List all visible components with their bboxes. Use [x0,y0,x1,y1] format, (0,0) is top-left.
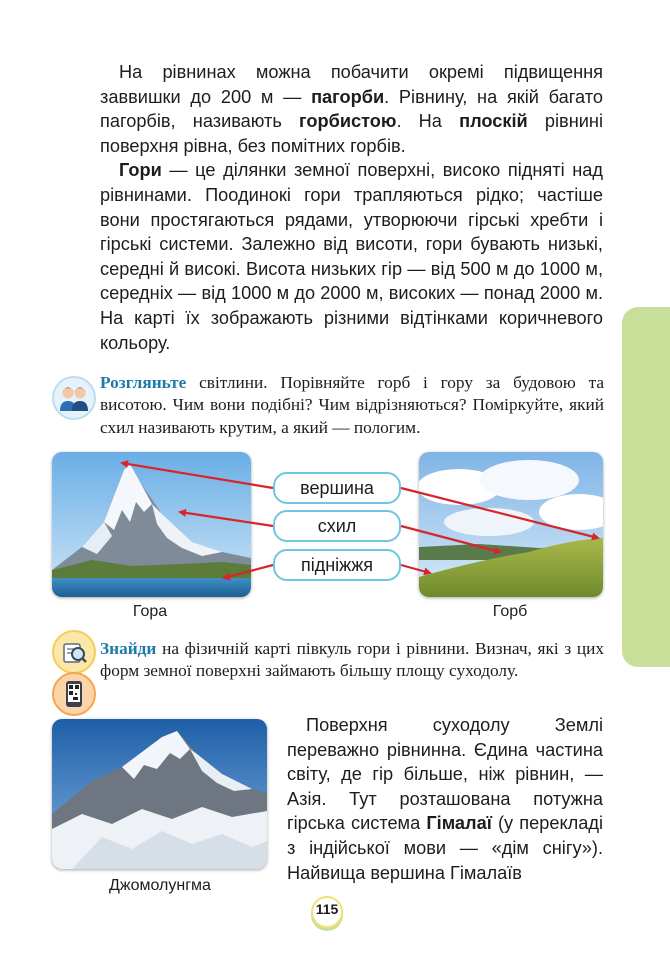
page-number-badge [307,893,347,933]
arrow-foot-mountain [224,565,273,578]
paragraph-plains: На рівнинах можна побачити окремі підвищення заввишки до 200 м — пагорби. Рівнину, на якій багато пагорбів, називають горбистою. На плоскій рівнині поверхня рівна, без помітних горбів. Гори — це ділянки земної поверхні, високо підняті над рівнинами. Поодинокі гори трапляються рідко; частіше вони простягаються рядами, утворюючи гірські хребти і гірські системи. Залежно від висоти, гори бувають низькі, середні й високі. Висота низьких гір — від 500 м до 1000 м, середніх — від 1000 м до 2000 м, високих — понад 2000 м. На карті їх зображають різними відтінками коричневого кольору. [100,60,603,355]
arrow-top-mountain [122,463,273,488]
paragraph-asia: Поверхня суходолу Землі переважно рівнинна. Єдина частина світу, де гір більше, ніж рівнин, — Азія. Тут розташована потужна гірська система Гімалаї (у перекладі з індійської мови — «дім снігу»). Найвища вершина Гімалаїв [287,715,603,883]
arrow-top-hill [401,488,598,538]
qr-phone-icon [52,672,96,716]
caption-hill: Горб [492,603,528,620]
arrow-slope-hill [401,526,500,552]
label-foot: підніжжя [273,549,401,581]
caption-everest: Джомолунгма [109,877,211,894]
task-find-on-map: Знайди на фізичній карті півкуль гори і рівнини. Визнач, які з цих форм земної поверхні займають більшу площу суходолу. [100,639,604,681]
page-number: 115 [315,901,339,917]
arrow-foot-hill [401,565,430,573]
label-top: вершина [273,472,401,504]
task-compare-photos: Розгляньте світлини. Порівняйте горб і гору за будовою та висотою. Чим вони подібні? Чим відрізняються? Поміркуйте, який схил називають крутим, а який — пологим. [100,373,604,437]
paragraph-mountains: Гори — це ділянки земної поверхні, високо підняті над рівнинами. Поодинокі гори трапляються рідко; частіше вони простягаються рядами, утворюючи гірські хребти і гірські системи. Залежно від висоти, гори бувають низькі, середні й високі. Висота низьких гір — від 500 м до 1000 м, середніх — від 1000 м до 2000 м, високих — понад 2000 м. На карті їх зображають різними відтінками коричневого кольору. [100,160,603,353]
arrow-slope-mountain [180,512,273,526]
label-slope: схил [273,510,401,542]
caption-mountain: Гора [132,603,168,620]
everest-photo [52,719,267,869]
magnifier-book-icon [52,630,96,674]
